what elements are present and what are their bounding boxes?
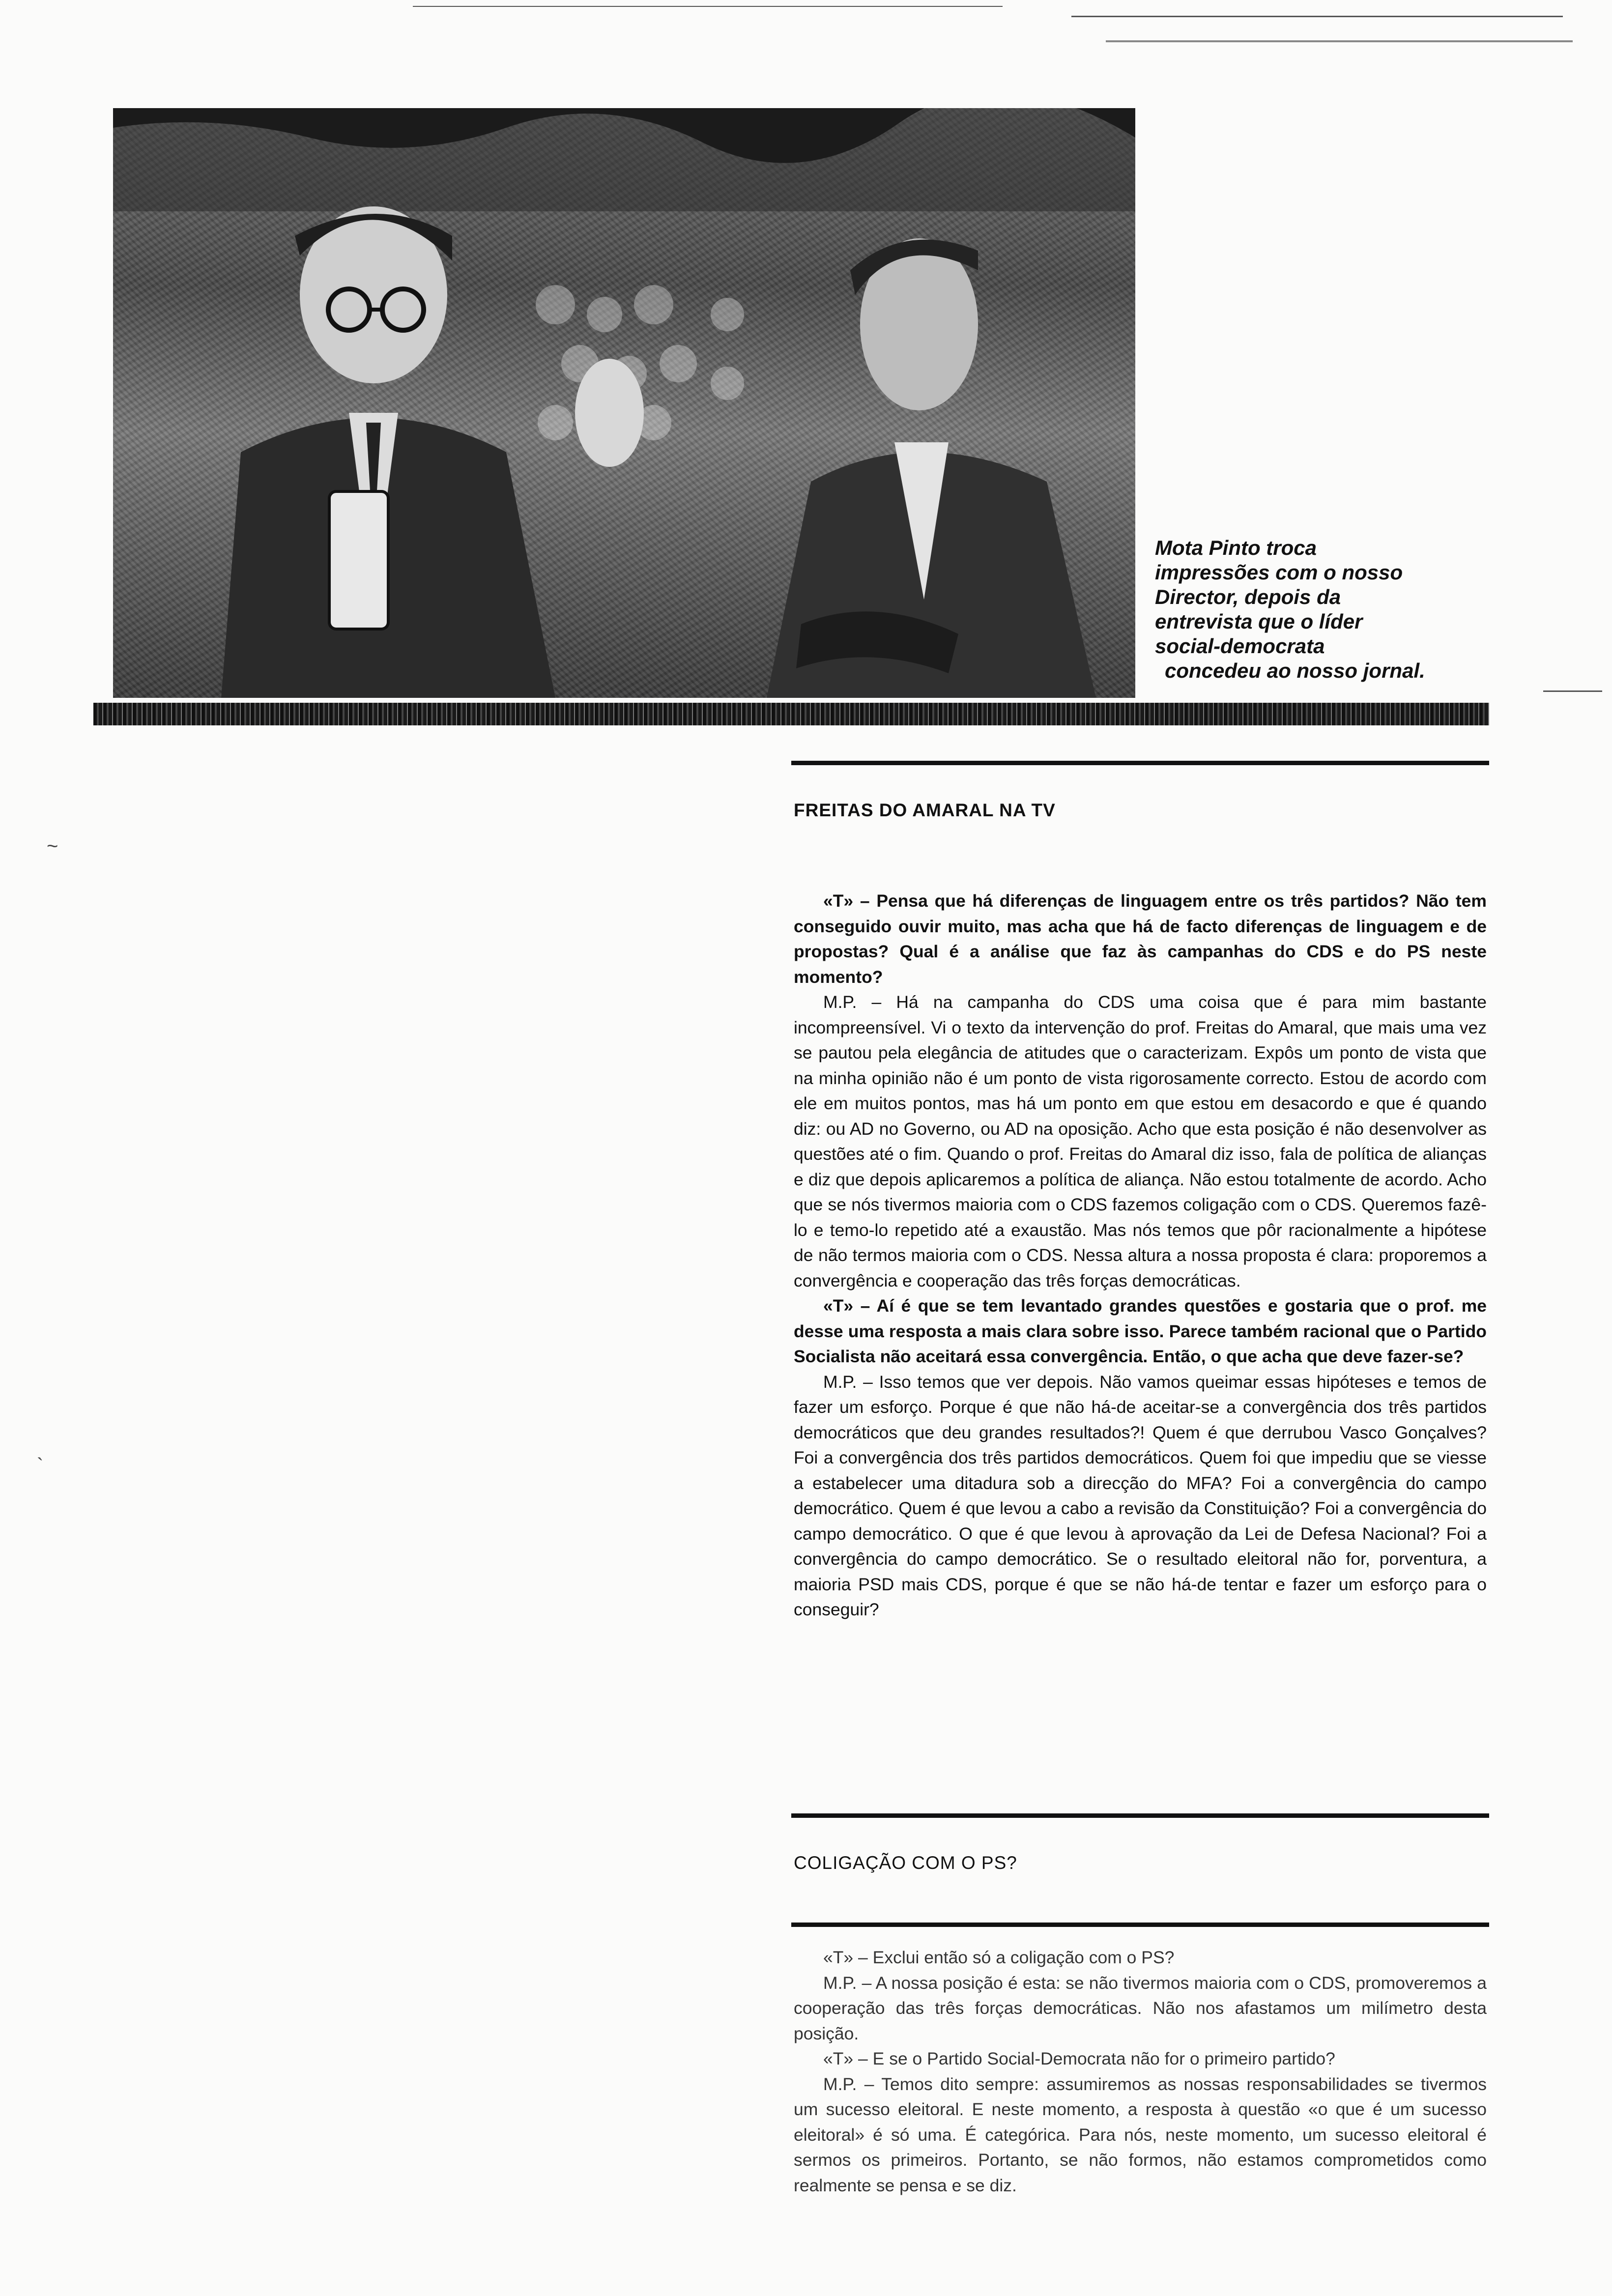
scan-edge-line [1106, 40, 1573, 42]
caption-line: Director, depois da [1155, 585, 1341, 608]
answer-paragraph [794, 1971, 1487, 2047]
caption-line: Mota Pinto troca [1155, 536, 1317, 559]
section-rule [791, 1813, 1489, 1818]
margin-mark [1543, 690, 1602, 692]
article-section-2 [794, 1945, 1487, 2198]
answer-paragraph [794, 990, 1487, 1293]
caption-line: social-democrata [1155, 634, 1325, 658]
question-paragraph [794, 1945, 1487, 1971]
speaker-label: M.P. – [823, 1973, 872, 1993]
paragraph-text: Aí é que se tem levantado grandes questões e gostaria que o prof. me desse uma resposta a mais clara sobre isso. Parece também racional que o Partido Socialista não aceitará essa convergência. Então, o que acha que deve fazer-se? [794, 1296, 1487, 1366]
speaker-label: M.P. – [823, 992, 882, 1012]
paragraph-text: A nossa posição é esta: se não tivermos maioria com o CDS, promoveremos a cooperação das três forças democráticas. Não nos afastamos um milímetro desta posição. [794, 1973, 1487, 2043]
question-paragraph [794, 2046, 1487, 2072]
article-section-1 [794, 889, 1487, 1623]
newspaper-photo [113, 108, 1135, 698]
paragraph-text: E se o Partido Social-Democrata não for o primeiro partido? [872, 2049, 1335, 2068]
question-paragraph [794, 1293, 1487, 1370]
caption-line: concedeu ao nosso jornal. [1165, 659, 1425, 682]
section-heading: FREITAS DO AMARAL NA TV [794, 800, 1056, 820]
speaker-label: «T» – [823, 891, 870, 911]
caption-line: impressões com o nosso [1155, 561, 1403, 584]
paragraph-text: Exclui então só a coligação com o PS? [872, 1948, 1175, 1967]
photo-caption [1155, 536, 1509, 683]
paragraph-text: Temos dito sempre: assumiremos as nossas responsabilidades se tivermos um sucesso eleitoral. E neste momento, a resposta à questão «o que é um sucesso eleitoral» é só uma. É categórica. Para nós, neste momento, um sucesso eleitoral é sermos os primeiros. Portanto, se não formos, não estamos comprometidos como realmente se pensa e se diz. [794, 2074, 1487, 2195]
speaker-label: M.P. – [823, 2074, 874, 2094]
scan-edge-line [413, 6, 1003, 7]
caption-line: entrevista que o líder [1155, 610, 1363, 633]
section-rule [791, 1923, 1489, 1927]
speaker-label: «T» – [823, 1296, 870, 1316]
section-heading: COLIGAÇÃO COM O PS? [794, 1853, 1017, 1873]
margin-mark: ~ [47, 835, 58, 857]
paragraph-text: Há na campanha do CDS uma coisa que é para mim bastante incompreensível. Vi o texto da intervenção do prof. Freitas do Amaral, que mais uma vez se pautou pela elegância de atitudes que o caracterizam. Expôs um ponto de vista que na minha opinião não é um ponto de vista rigorosamente correcto. Estou de acordo com ele em muitos pontos, mas há um ponto em que estou em desacordo e que é quando diz: ou AD no Governo, ou AD na oposição. Acho que esta posição é não desenvolver as questões até o fim. Quando o prof. Freitas do Amaral diz isso, fala de política de alianças e diz que depois aplicaremos a política de aliança. Não estou totalmente de acordo. Acho que se nós tivermos maioria com o CDS fazemos coligação com o CDS. Queremos fazê-lo e temo-lo repetido até a exaustão. Mas nós temos que pôr racionalmente a hipótese de não termos maioria com o CDS. Nessa altura a nossa proposta é clara: proporemos a convergência e cooperação das três forças democráticas. [794, 992, 1487, 1291]
margin-mark: ` [37, 1455, 44, 1476]
answer-paragraph [794, 1370, 1487, 1623]
paragraph-text: Pensa que há diferenças de linguagem entre os três partidos? Não tem conseguido ouvir muito, mas acha que há de facto diferenças de linguagem e de propostas? Qual é a análise que faz às campanhas do CDS e do PS neste momento? [794, 891, 1487, 987]
section-rule [791, 761, 1489, 765]
speaker-label: «T» – [823, 2049, 868, 2068]
speaker-label: «T» – [823, 1948, 868, 1967]
paragraph-text: Isso temos que ver depois. Não vamos queimar essas hipóteses e temos de fazer um esforço. Porque é que não há-de aceitar-se a convergência dos três partidos democráticos que deu grandes resultados?! Quem é que derrubou Vasco Gonçalves? Foi a convergência dos três partidos democráticos. Quem foi que impediu que se viesse a estabelecer uma ditadura sob a direcção do MFA? Foi a convergência do campo democrático. Quem é que levou a cabo a revisão da Constituição? Foi a convergência do campo democrático. O que é que levou à aprovação da Lei de Defesa Nacional? Foi a convergência do campo democrático. Se o resultado eleitoral não for, porventura, a maioria PSD mais CDS, porque é que se não há-de tentar e fazer um esforço para o conseguir? [794, 1372, 1487, 1619]
scan-edge-line [1071, 16, 1563, 17]
answer-paragraph [794, 2072, 1487, 2199]
photo-bottom-bar [93, 703, 1489, 725]
speaker-label: M.P. – [823, 1372, 873, 1392]
question-paragraph [794, 889, 1487, 990]
